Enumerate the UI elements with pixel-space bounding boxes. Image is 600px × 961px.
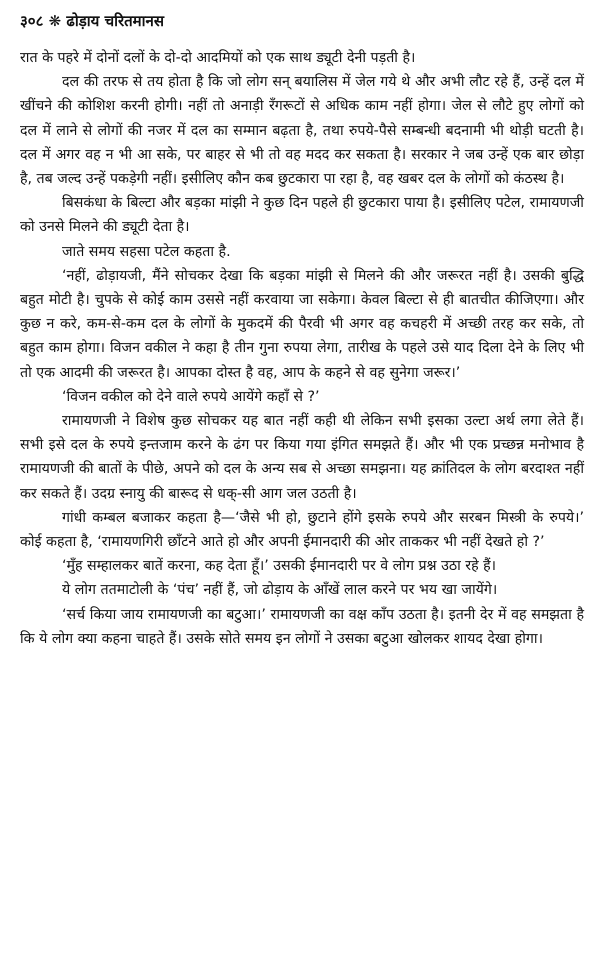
paragraph: बिसकंधा के बिल्टा और बड़का मांझी ने कुछ दिन पहले ही छुटकारा पाया है। इसीलिए पटेल, रामायणजी को उनसे मिलने की ड्यूटी देता है। [20,195,584,236]
paragraph: ये लोग ततमाटोली के ‘पंच’ नहीं हैं, जो ढोड़ाय के आँखें लाल करने पर भय खा जायेंगे। [62,582,498,599]
paragraph: ‘नहीं, ढोड़ायजी, मैंने सोचकर देखा कि बड़का मांझी से मिलने की और जरूरत नहीं है। उसकी बुद्धि बहुत मोटी है। चुपके से कोई काम उससे नहीं करवाया जा सकेगा। केवल बिल्टा से ही बातचीत कीजिएगा। और कुछ न करे, कम-से-कम दल के लोगों के मुकदमें की पैरवी भी अगर वह कचहरी में अच्छी तरह कर सके, तो बहुत काम होगा। विजन वकील ने कहा है तीन गुना रुपया लेगा, तारीख के पहले उसे याद दिला देने के लिए भी तो एक आदमी की जरूरत है। आपका दोस्त है वह, आप के कहने से वह सुनेगा जरूर।’ [20,267,584,381]
running-head: ३०८ ❋ ढोड़ाय चरितमानस [20,12,164,30]
paragraph: ‘मुँह सम्हालकर बातें करना, कह देता हूँ।’ उसकी ईमानदारी पर वे लोग प्रश्न उठा रहे हैं। [62,558,497,575]
paragraph: रात के पहरे में दोनों दलों के दो-दो आदमियों को एक साथ ड्यूटी देनी पड़ती है। [20,50,416,66]
paragraph: रामायणजी ने विशेष कुछ सोचकर यह बात नहीं कही थी लेकिन सभी इसका उल्टा अर्थ लगा लेते हैं। सभी इसे दल के रुपये इन्तजाम करने के ढंग पर किया गया इंगित समझते हैं। और भी एक प्रच्छन्न मनोभाव है रामायणजी की बातों के पीछे, अपने को दल के अन्य सब से अच्छा समझना। यह क्रांतिदल के लोग बरदाश्त नहीं कर सकते हैं। उदग्र स्नायु की बारूद से धक्-सी आग जल उठती है। [20,413,584,502]
paragraph: दल की तरफ से तय होता है कि जो लोग सन् बयालिस में जेल गये थे और अभी लौट रहे हैं, उन्हें दल में खींचने की कोशिश करनी होगी। नहीं तो अनाड़ी रँगरूटों से अधिक काम नहीं होगा। जेल से लौटे हुए लोगों को दल में लाने से लोगों की नजर में दल का सम्मान बढ़ता है, तथा रुपये-पैसे सम्बन्धी बदनामी भी थोड़ी घटती है। दल में अगर वह न भी आ सके, पर बाहर से भी तो वह मदद कर सकता है। सरकार ने जब उन्हें एक बार छोड़ा है, तब जल्द उन्हें पकड़ेगी नहीं। इसीलिए कौन कब छुटकारा पा रहा है, वह खबर दल के लोगों को कंठस्थ है। [20,74,584,188]
paragraph: गांधी कम्बल बजाकर कहता है—‘जैसे भी हो, छुटाने होंगे इसके रुपये और सरबन मिस्त्री के रुपये।’ कोई कहता है, ‘रामायणगिरी छाँटने आते हो और अपनी ईमानदारी की ओर ताककर भी नहीं देखते हो ?’ [20,509,584,551]
paragraph: ‘विजन वकील को देने वाले रुपये आयेंगे कहाँ से ?’ [62,388,320,405]
paragraph: ‘सर्च किया जाय रामायणजी का बटुआ।’ रामायणजी का वक्ष काँप उठता है। इतनी देर में वह समझता है कि ये लोग क्या कहना चाहते हैं। उसके सोते समय इन लोगों ने उसका बटुआ खोलकर शायद देखा होगा। [20,606,584,647]
body-text [20,46,584,651]
paragraph: जाते समय सहसा पटेल कहता है. [62,243,231,260]
